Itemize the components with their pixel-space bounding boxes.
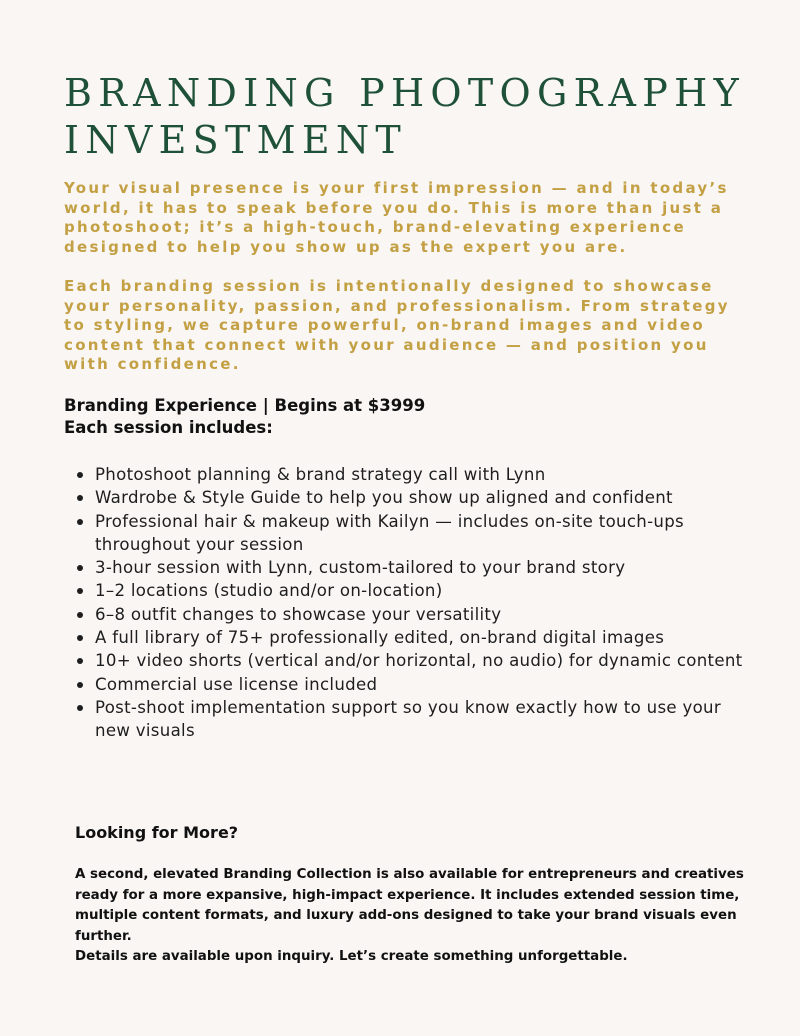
offer-includes-label: Each session includes: xyxy=(64,418,273,437)
offer-block xyxy=(64,395,425,439)
more-closing-text: Details are available upon inquiry. Let’s create something unforgettable. xyxy=(75,949,628,964)
feature-list xyxy=(95,463,745,743)
feature-item: 3-hour session with Lynn, custom-tailored to your brand story xyxy=(95,556,745,579)
feature-item: 10+ video shorts (vertical and/or horizontal, no audio) for dynamic content xyxy=(95,649,745,672)
intro-paragraph-1: Your visual presence is your first impression — and in today’s world, it has to speak before you do. This is more than just a photoshoot; it’s a high-touch, brand-elevating experience designed to help you show up as the expert you are. xyxy=(64,179,729,256)
more-body-text: A second, elevated Branding Collection is also available for entrepreneurs and creatives ready for a more expansive, high-impact experience. It includes extended session time, multiple content formats, and luxury add-ons designed to take your brand visuals even further. xyxy=(75,867,744,944)
more-heading: Looking for More? xyxy=(75,823,239,842)
feature-item: 6–8 outfit changes to showcase your versatility xyxy=(95,603,745,626)
offer-title: Branding Experience | Begins at $3999 xyxy=(64,396,426,415)
feature-item: Wardrobe & Style Guide to help you show up aligned and confident xyxy=(95,486,745,509)
feature-item: Photoshoot planning & brand strategy call with Lynn xyxy=(95,463,745,486)
intro-paragraph-2: Each branding session is intentionally designed to showcase your personality, passion, and professionalism. From strategy to styling, we capture powerful, on-brand images and video content that connect with your audience — and position you with confidence. xyxy=(64,277,730,373)
page-title: BRANDING PHOTOGRAPHY INVESTMENT xyxy=(64,71,745,162)
feature-item: A full library of 75+ professionally edited, on-brand digital images xyxy=(95,626,745,649)
feature-item: 1–2 locations (studio and/or on-location) xyxy=(95,579,745,602)
feature-item: Commercial use license included xyxy=(95,673,745,696)
feature-item: Professional hair & makeup with Kailyn — includes on-site touch-ups throughout your session xyxy=(95,510,745,557)
more-body xyxy=(75,865,745,968)
feature-item: Post-shoot implementation support so you know exactly how to use your new visuals xyxy=(95,696,745,743)
